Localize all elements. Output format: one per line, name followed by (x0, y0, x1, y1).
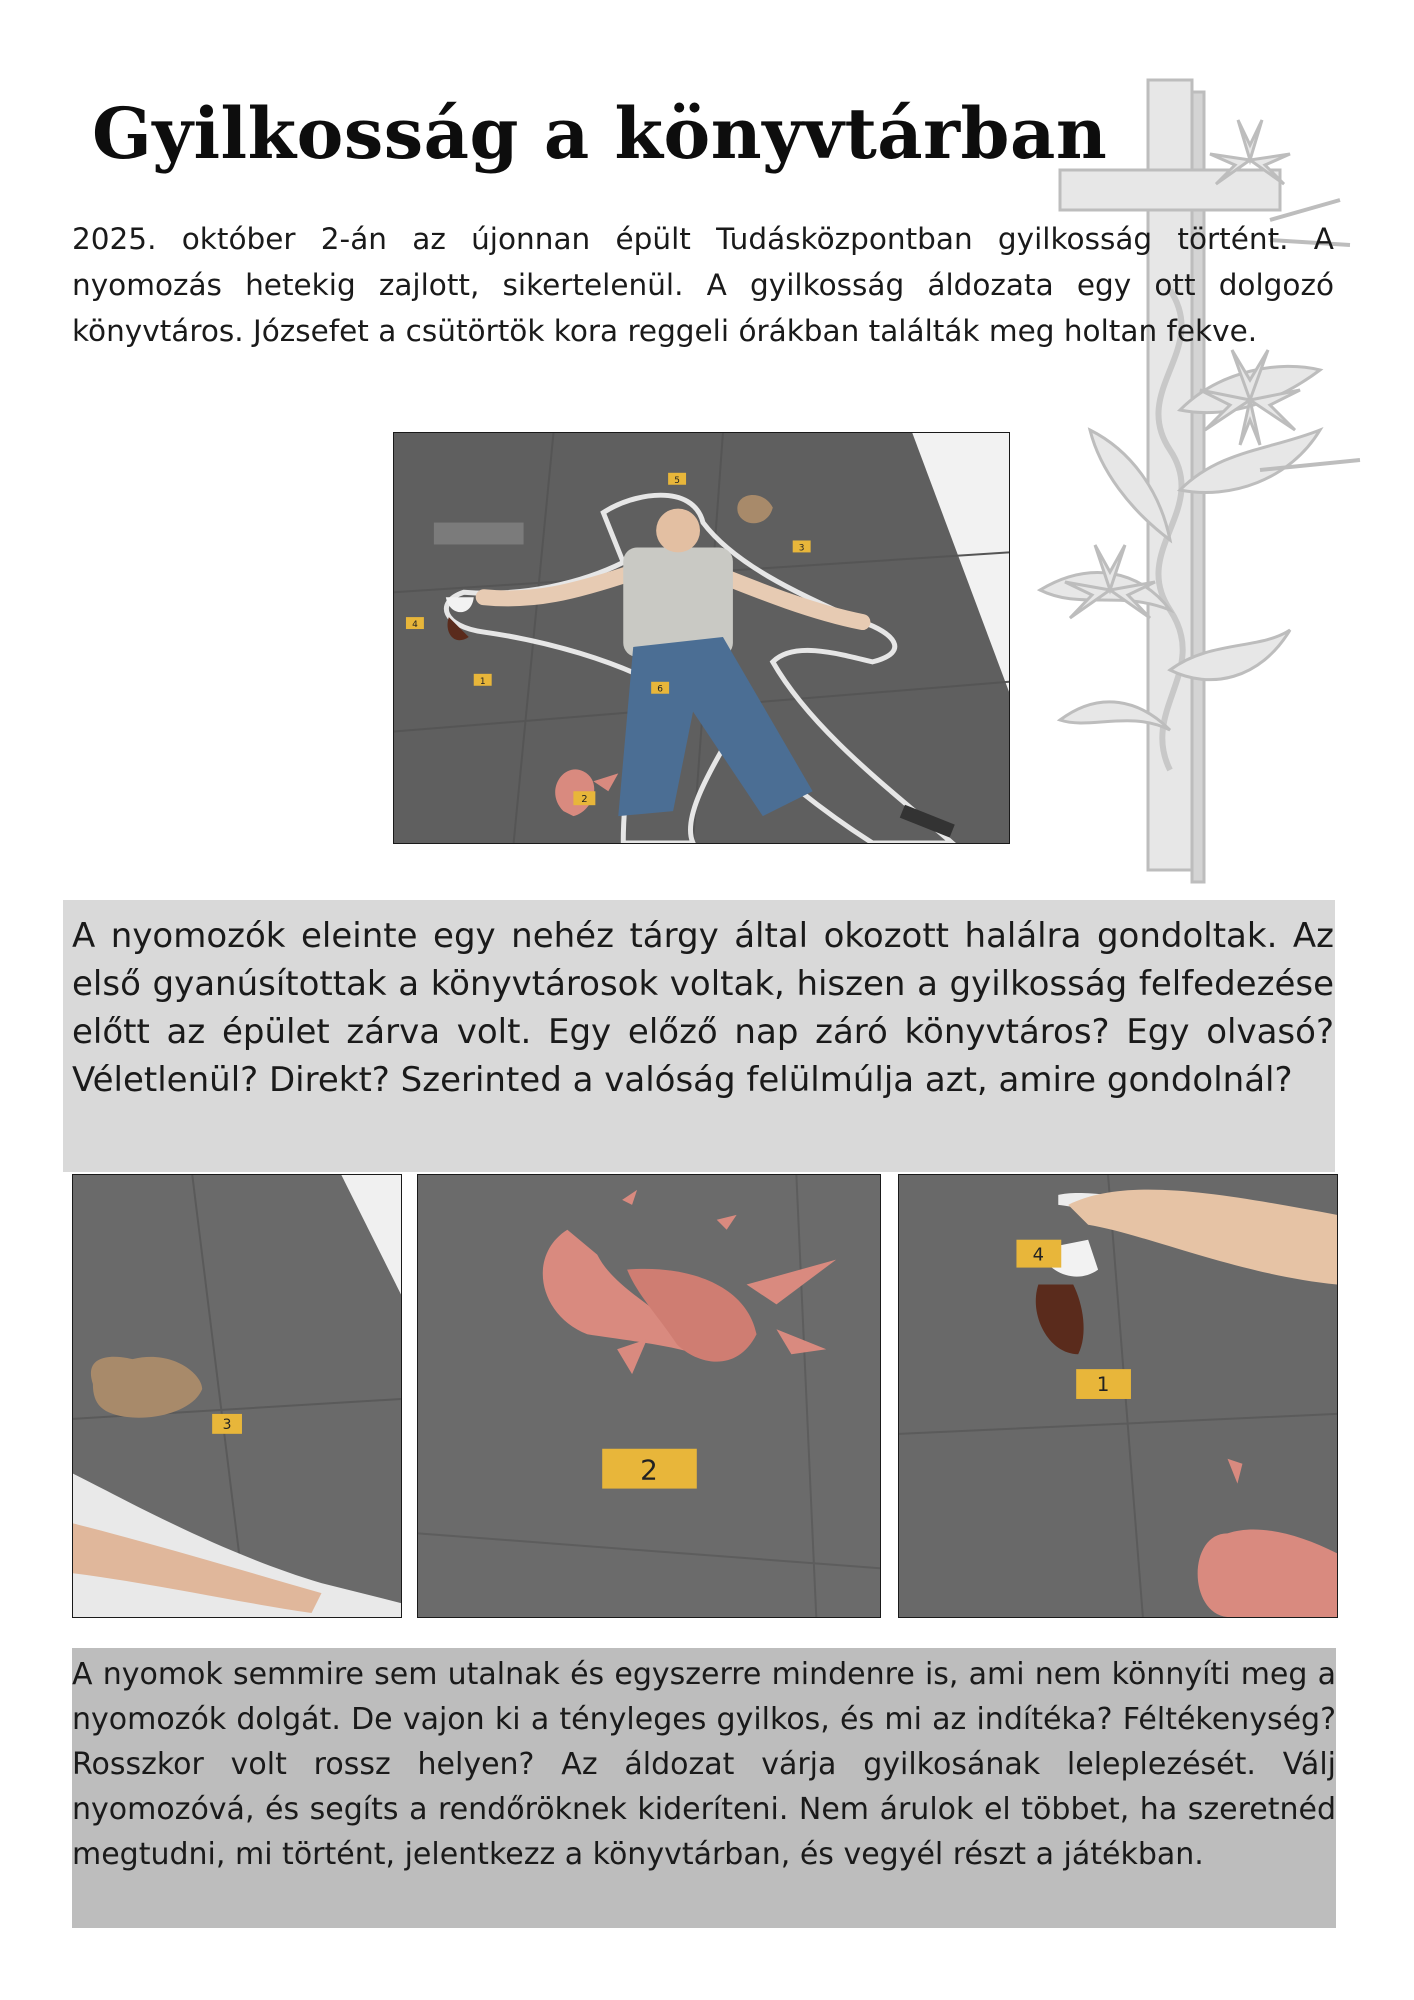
evidence-marker (1016, 1240, 1061, 1268)
theory-paragraph: A nyomozók eleinte egy nehéz tárgy által okozott halálra gondoltak. Az első gyanúsítottak a könyvtárosok voltak, hiszen a gyilkosság felfedezése előtt az épület zárva volt. Egy előző nap záró könyvtáros? Egy olvasó? Véletlenül? Direkt? Szerinted a valóság felülmúlja azt, amire gondolnál? (72, 916, 1334, 1100)
svg-text:4: 4 (412, 620, 418, 631)
evidence-marker (1076, 1369, 1131, 1399)
crime-scene-photo (393, 432, 1010, 844)
evidence-marker (474, 674, 492, 687)
evidence-photo-plate (417, 1174, 881, 1618)
call-to-action-paragraph: A nyomok semmire sem utalnak és egyszerre mindenre is, ami nem könnyíti meg a nyomozók dolgát. De vajon ki a tényleges gyilkos, és mi az indítéka? Féltékenység? Rosszkor volt rossz helyen? Az áldozat várja gyilkosának leleplezését. Válj nyomozóvá, és segíts a rendőröknek kideríteni. Nem árulok el többet, ha szeretnéd megtudni, mi történt, jelentkezz a könyvtárban, és vegyél részt a játékban. (72, 1657, 1336, 1872)
evidence-marker (651, 682, 669, 695)
evidence-marker (406, 617, 424, 630)
svg-text:2: 2 (581, 794, 588, 806)
svg-text:5: 5 (674, 475, 680, 486)
svg-text:1: 1 (479, 676, 486, 687)
evidence-marker (602, 1449, 697, 1489)
svg-text:3: 3 (798, 543, 805, 554)
svg-text:4: 4 (1032, 1244, 1045, 1266)
evidence-marker (668, 473, 686, 486)
svg-text:1: 1 (1096, 1373, 1110, 1397)
evidence-photo-vase (72, 1174, 402, 1618)
evidence-marker (212, 1414, 242, 1434)
svg-text:6: 6 (657, 684, 663, 695)
page-title: Gyilkosság a könyvtárban (92, 92, 1108, 175)
svg-text:3: 3 (222, 1416, 232, 1433)
intro-paragraph: 2025. október 2-án az újonnan épült Tudásközpontban gyilkosság történt. A nyomozás hetekig zajlott, sikertelenül. A gyilkosság áldozata egy ott dolgozó könyvtáros. Józsefet a csütörtök kora reggeli órákban találták meg holtan fekve. (72, 222, 1334, 348)
svg-text:2: 2 (640, 1453, 658, 1487)
cross-flower-decoration (1020, 70, 1400, 890)
evidence-marker (793, 540, 811, 553)
evidence-photo-cup (898, 1174, 1338, 1618)
evidence-marker (573, 791, 595, 805)
